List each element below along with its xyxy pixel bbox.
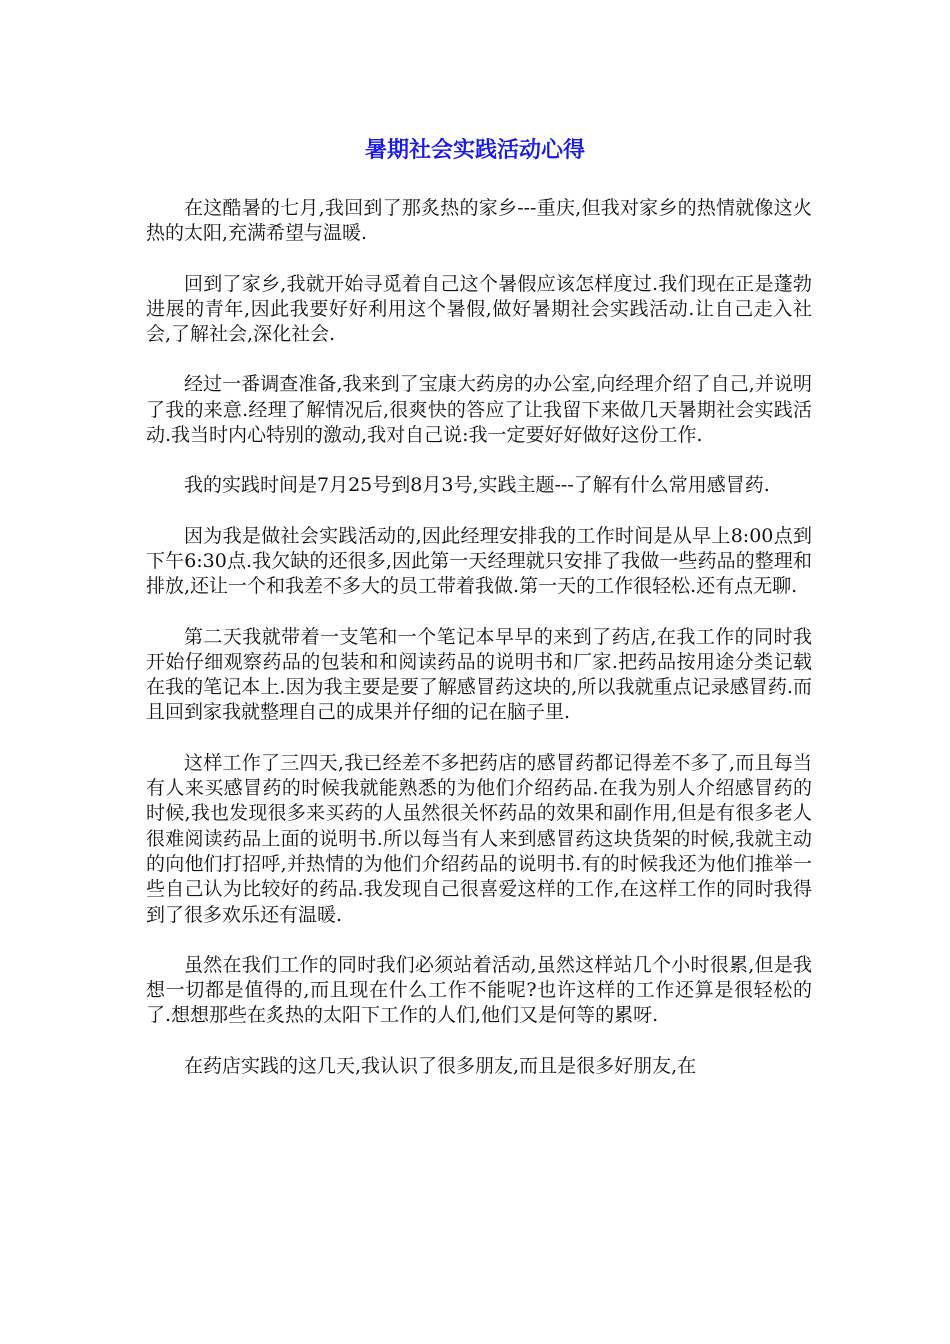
paragraph: 在药店实践的这几天,我认识了很多朋友,而且是很多好朋友,在 (184, 1054, 697, 1077)
paragraph: 我的实践时间是7月25号到8月3号,实践主题---了解有什么常用感冒药. (184, 474, 770, 497)
paragraph: 虽然在我们工作的同时我们必须站着活动,虽然这样站几个小时很累,但是我想一切都是值得的,而且现在什么工作不能呢?也许这样的工作还算是很轻松的了.想想那些在炙热的太阳下工作的人们,他们又是何等的累呀. (146, 953, 812, 1027)
document-body (146, 196, 812, 1104)
paragraph: 回到了家乡,我就开始寻觅着自己这个暑假应该怎样度过.我们现在正是蓬勃进展的青年,因此我要好好利用这个暑假,做好暑期社会实践活动.让自己走入社会,了解社会,深化社会. (146, 272, 812, 346)
paragraph: 在这酷暑的七月,我回到了那炙热的家乡---重庆,但我对家乡的热情就像这火热的太阳,充满希望与温暖. (146, 197, 812, 245)
paragraph: 经过一番调查准备,我来到了宝康大药房的办公室,向经理介绍了自己,并说明了我的来意.经理了解情况后,很爽快的答应了让我留下来做几天暑期社会实践活动.我当时内心特别的激动,我对自己说:我一定要好好做好这份工作. (146, 373, 812, 447)
paragraph: 因为我是做社会实践活动的,因此经理安排我的工作时间是从早上8:00点到下午6:30点.我欠缺的还很多,因此第一天经理就只安排了我做一些药品的整理和排放,还让一个和我差不多大的员工带着我做.第一天的工作很轻松.还有点无聊. (146, 524, 812, 598)
paragraph: 这样工作了三四天,我已经差不多把药店的感冒药都记得差不多了,而且每当有人来买感冒药的时候我就能熟悉的为他们介绍药品.在我为别人介绍感冒药的时候,我也发现很多来买药的人虽然很关怀药品的效果和副作用,但是有很多老人很难阅读药品上面的说明书.所以每当有人来到感冒药这块货架的时候,我就主动的向他们打招呼,并热情的为他们介绍药品的说明书.有的时候我还为他们推举一些自己认为比较好的药品.我发现自己很喜爱这样的工作,在这样工作的同时我得到了很多欢乐还有温暖. (146, 751, 812, 926)
paragraph: 第二天我就带着一支笔和一个笔记本早早的来到了药店,在我工作的同时我开始仔细观察药品的包装和和阅读药品的说明书和厂家.把药品按用途分类记载在我的笔记本上.因为我主要是要了解感冒药这块的,所以我就重点记录感冒药.而且回到家我就整理自己的成果并仔细的记在脑子里. (146, 625, 812, 724)
document-title: 暑期社会实践活动心得 (364, 138, 585, 163)
